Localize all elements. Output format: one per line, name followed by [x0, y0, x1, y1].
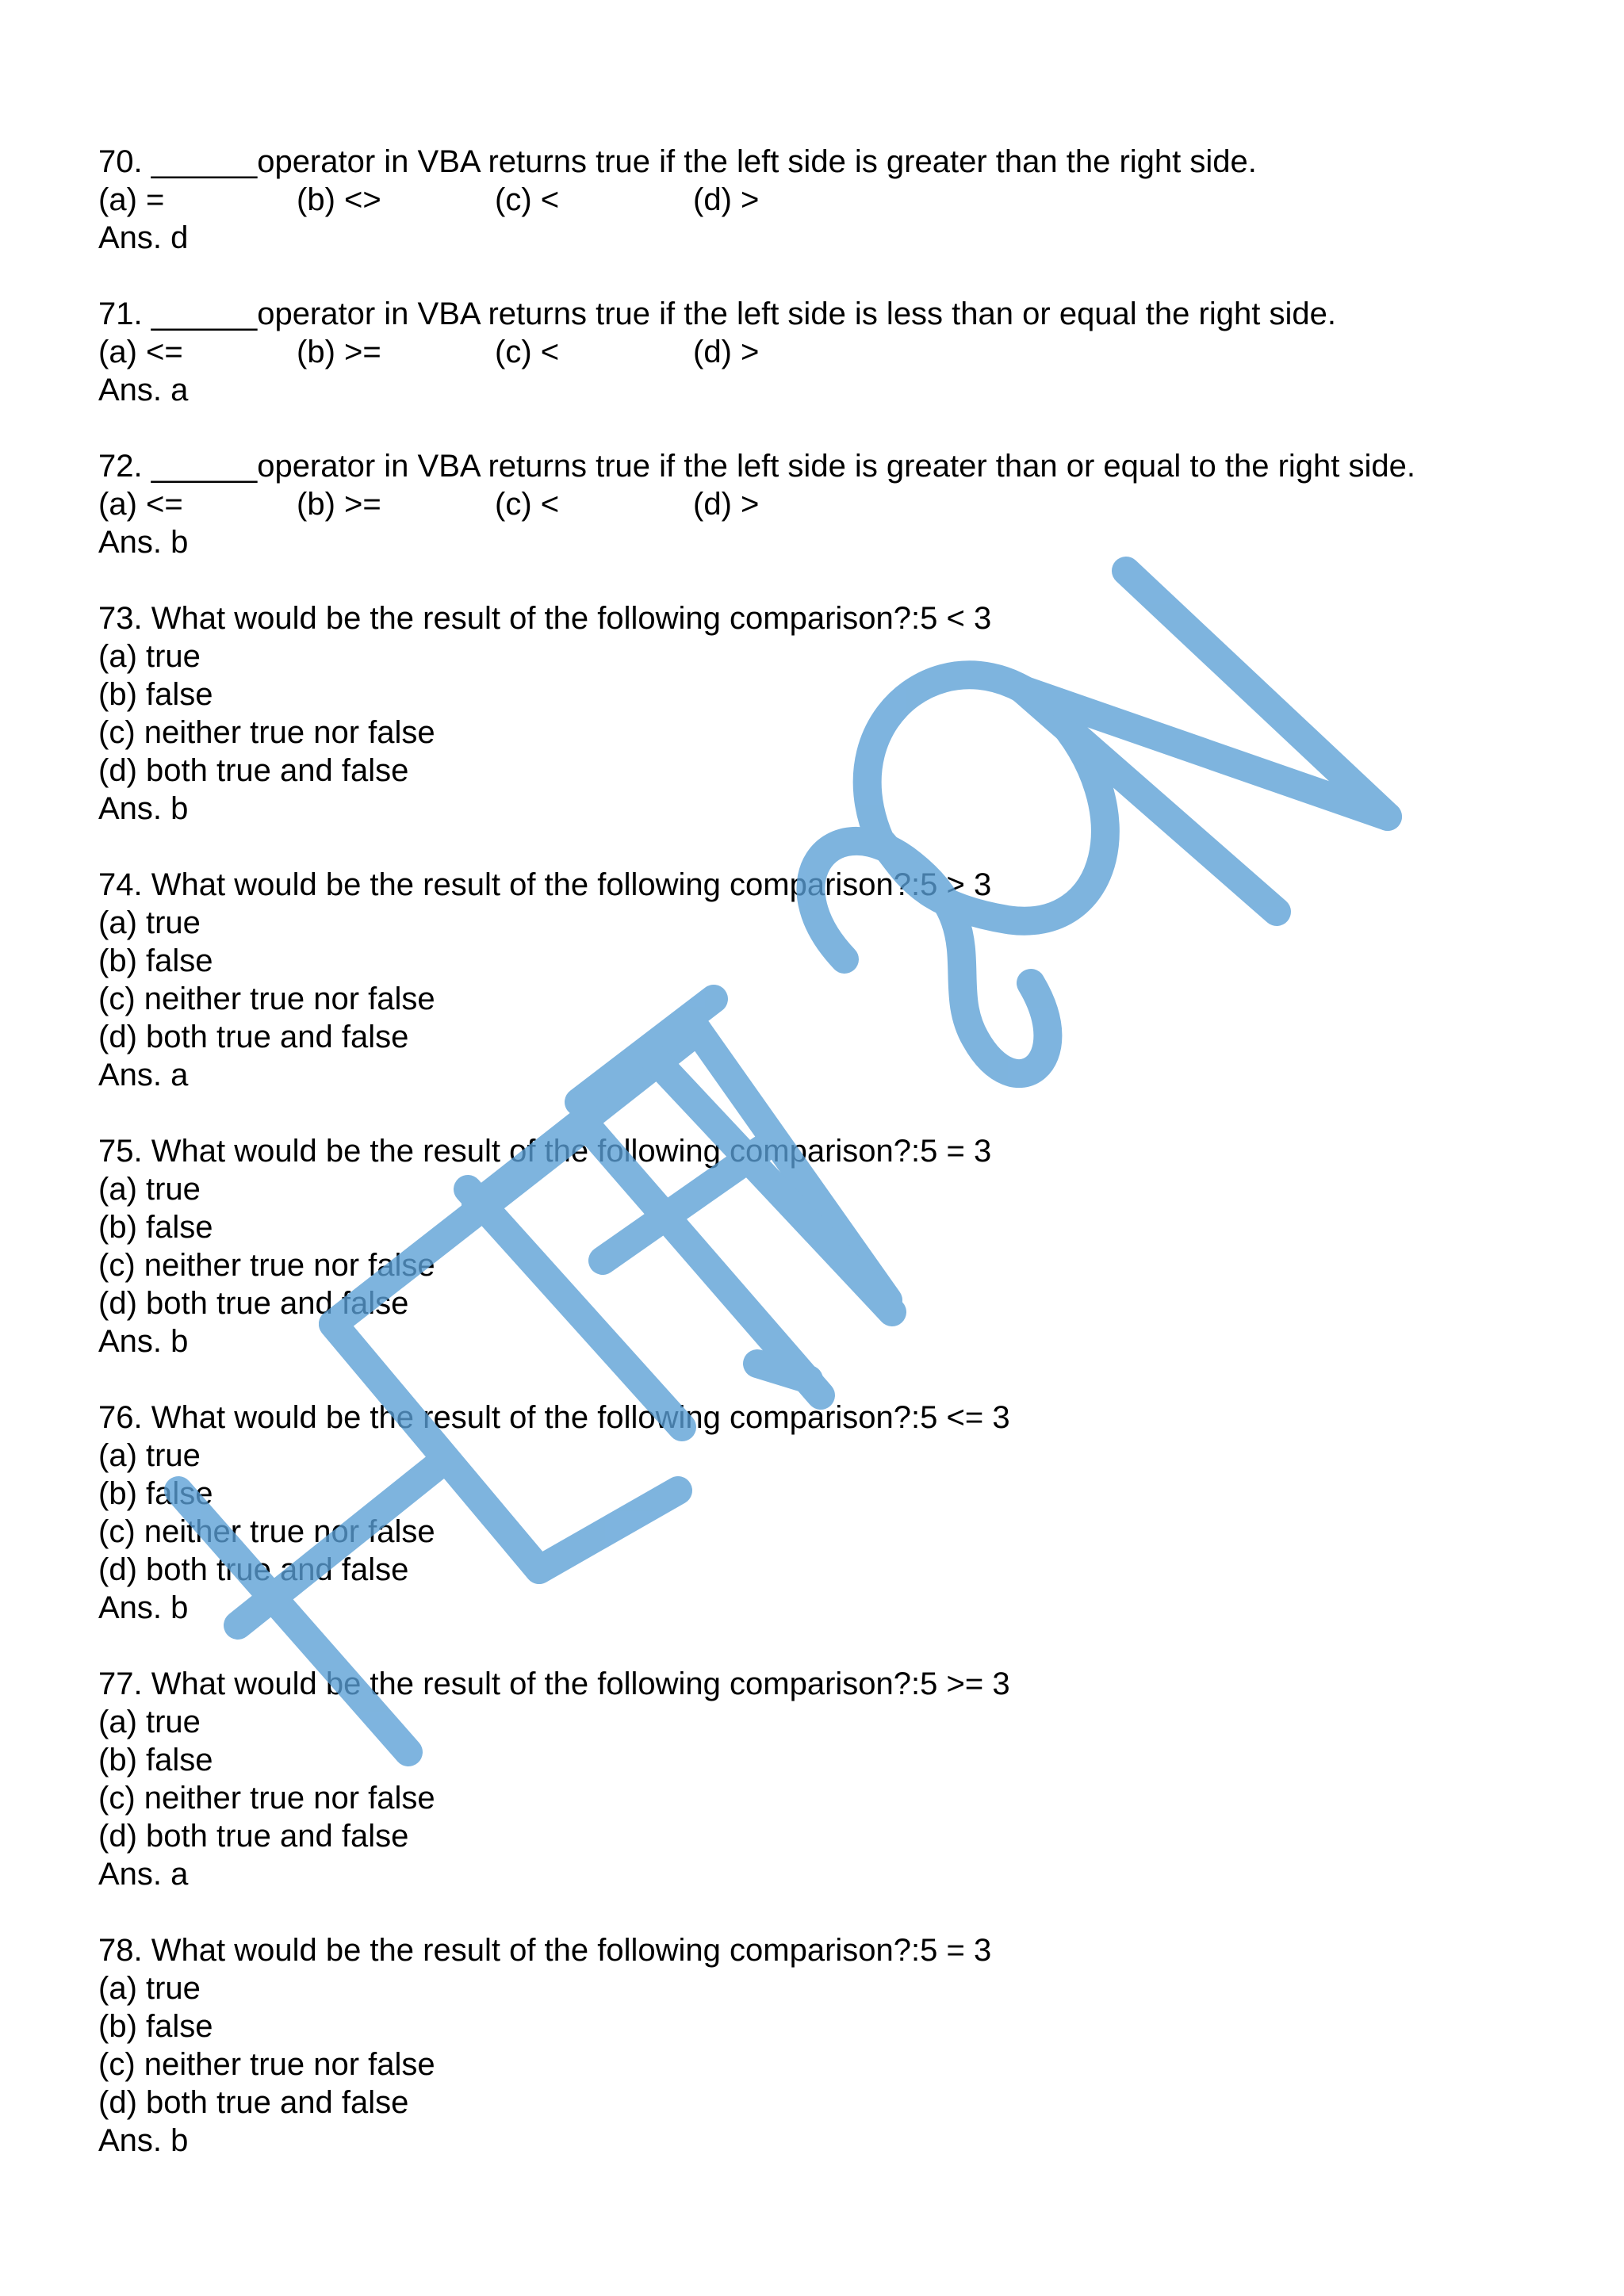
- answer-key: Ans. b: [98, 791, 189, 826]
- answer-option: (d) both true and false: [98, 1020, 409, 1054]
- answer-option: (d) >: [693, 182, 760, 217]
- question-block: [98, 1132, 1526, 1360]
- answer-option: (a) true: [98, 639, 201, 674]
- answer-option: (d) both true and false: [98, 2085, 409, 2120]
- answer-option: (c) neither true nor false: [98, 1514, 435, 1549]
- question-block: [98, 1931, 1526, 2160]
- question-stem: 71. ______operator in VBA returns true if the left side is less than or equal the right side.: [98, 297, 1336, 331]
- question-block: [98, 143, 1526, 257]
- answer-option: (a) =: [98, 182, 165, 217]
- option-row: [98, 181, 1526, 219]
- answer-option: (d) >: [693, 487, 760, 522]
- option-row: [98, 333, 1526, 371]
- answer-option: (c) <: [495, 335, 560, 369]
- question-list: [98, 143, 1526, 2198]
- question-stem: 70. ______operator in VBA returns true if the left side is greater than the right side.: [98, 144, 1257, 179]
- answer-key: Ans. a: [98, 1058, 189, 1093]
- answer-option: (b) false: [98, 1476, 213, 1511]
- answer-option: (a) true: [98, 1705, 201, 1739]
- answer-option: (c) neither true nor false: [98, 982, 435, 1016]
- question-block: [98, 599, 1526, 828]
- option-row: [98, 485, 1526, 523]
- answer-option: (b) false: [98, 1210, 213, 1245]
- question-stem: 77. What would be the result of the following comparison?:5 >= 3: [98, 1667, 1010, 1701]
- answer-option: (c) <: [495, 182, 560, 217]
- answer-option: (b) false: [98, 943, 213, 978]
- answer-option: (a) <=: [98, 487, 183, 522]
- question-stem: 75. What would be the result of the following comparison?:5 = 3: [98, 1134, 992, 1169]
- question-block: [98, 295, 1526, 409]
- question-stem: 78. What would be the result of the following comparison?:5 = 3: [98, 1933, 992, 1968]
- answer-option: (a) true: [98, 1438, 201, 1473]
- answer-option: (b) <>: [297, 182, 381, 217]
- question-block: [98, 1665, 1526, 1893]
- answer-option: (b) false: [98, 1743, 213, 1777]
- question-stem: 73. What would be the result of the following comparison?:5 < 3: [98, 601, 992, 636]
- question-stem: 72. ______operator in VBA returns true if the left side is greater than or equal to the right side.: [98, 449, 1416, 484]
- answer-key: Ans. b: [98, 525, 189, 560]
- answer-option: (c) neither true nor false: [98, 1781, 435, 1816]
- answer-option: (c) neither true nor false: [98, 2047, 435, 2082]
- answer-option: (d) both true and false: [98, 753, 409, 788]
- answer-key: Ans. a: [98, 373, 189, 408]
- question-block: [98, 447, 1526, 561]
- answer-option: (d) both true and false: [98, 1819, 409, 1854]
- answer-key: Ans. a: [98, 1857, 189, 1892]
- answer-option: (b) >=: [297, 335, 381, 369]
- answer-option: (c) neither true nor false: [98, 1248, 435, 1283]
- answer-key: Ans. d: [98, 220, 189, 255]
- answer-option: (b) false: [98, 677, 213, 712]
- answer-option: (b) >=: [297, 487, 381, 522]
- answer-option: (a) true: [98, 1172, 201, 1207]
- answer-option: (c) <: [495, 487, 560, 522]
- answer-option: (d) both true and false: [98, 1552, 409, 1587]
- answer-option: (c) neither true nor false: [98, 715, 435, 750]
- answer-key: Ans. b: [98, 1590, 189, 1625]
- answer-key: Ans. b: [98, 2123, 189, 2158]
- answer-option: (a) <=: [98, 335, 183, 369]
- answer-key: Ans. b: [98, 1324, 189, 1359]
- question-stem: 74. What would be the result of the following comparison?:5 > 3: [98, 867, 992, 902]
- answer-option: (b) false: [98, 2009, 213, 2044]
- question-block: [98, 1399, 1526, 1627]
- answer-option: (d) >: [693, 335, 760, 369]
- answer-option: (a) true: [98, 1971, 201, 2006]
- answer-option: (a) true: [98, 905, 201, 940]
- answer-option: (d) both true and false: [98, 1286, 409, 1321]
- question-block: [98, 866, 1526, 1094]
- question-stem: 76. What would be the result of the following comparison?:5 <= 3: [98, 1400, 1010, 1435]
